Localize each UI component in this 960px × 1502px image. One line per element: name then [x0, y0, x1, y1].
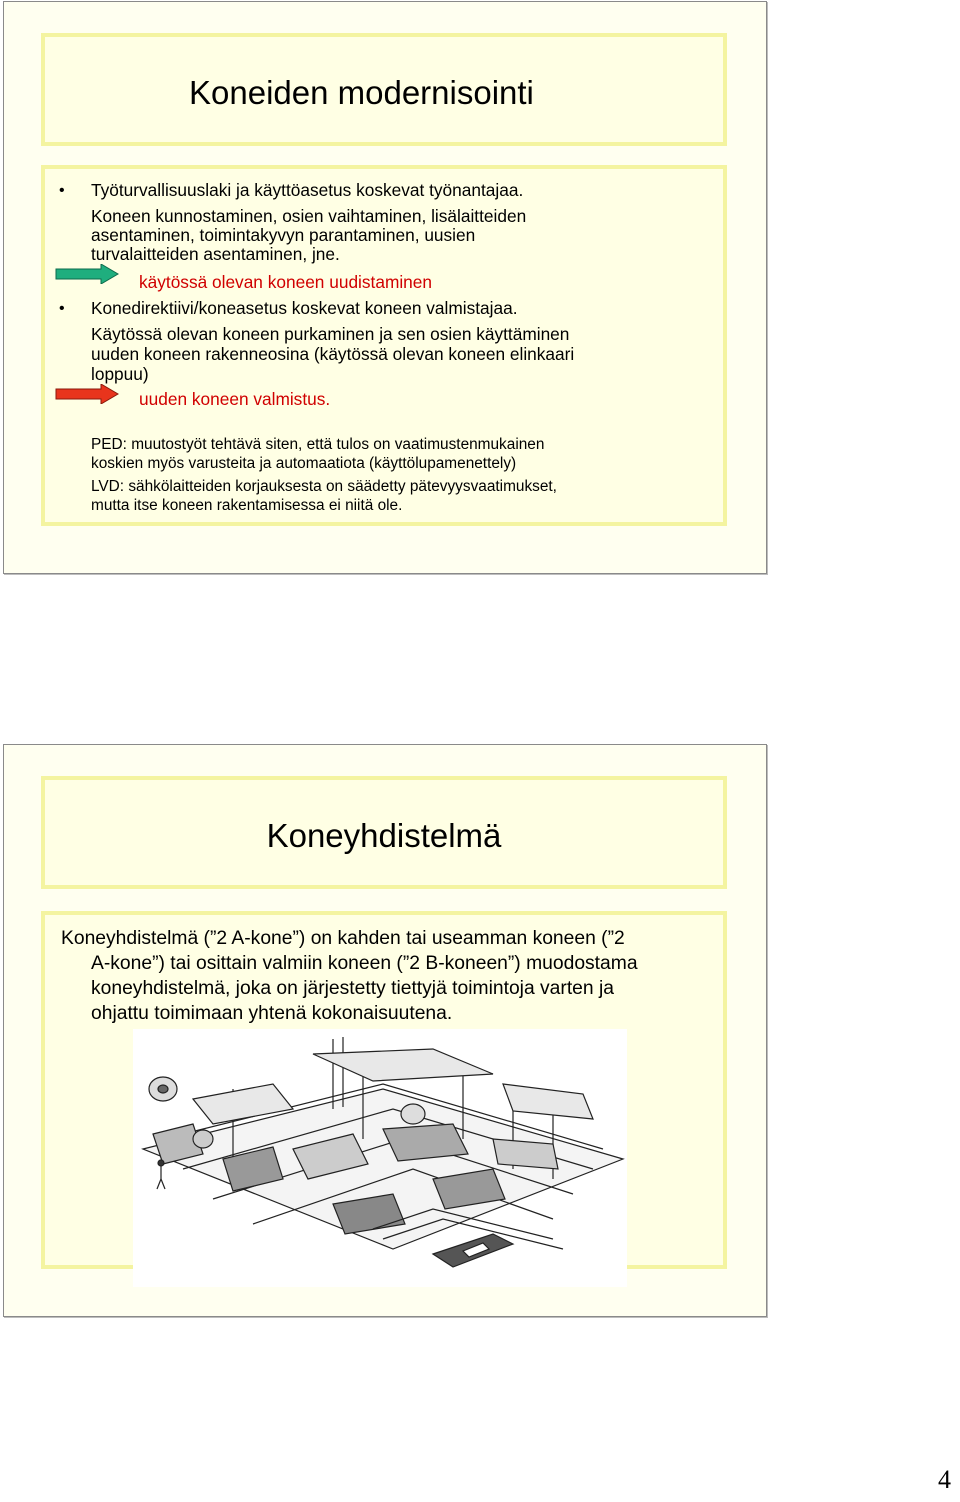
paragraph-line: loppuu)	[91, 364, 149, 384]
definition-line: A-kone”) tai osittain valmiin koneen (”2 B-koneen”) muodostama	[91, 953, 638, 974]
bullet-konedirektiivi: Konedirektiivi/koneasetus koskevat koneen valmistajaa.	[91, 298, 518, 318]
right-arrow-icon	[55, 384, 119, 404]
slide-title: Koneyhdistelmä	[266, 817, 502, 854]
bullet-marker: •	[59, 300, 65, 317]
right-arrow-icon	[55, 264, 119, 284]
definition-line: Koneyhdistelmä (”2 A-kone”) on kahden tai useamman koneen (”2	[61, 928, 625, 949]
note-line: mutta itse koneen rakentamisessa ei niitä ole.	[91, 497, 403, 514]
paragraph-line: turvalaitteiden asentaminen, jne.	[91, 244, 340, 264]
note-line: LVD: sähkölaitteiden korjauksesta on säädetty pätevyysvaatimukset,	[91, 478, 557, 495]
definition-line: koneyhdistelmä, joka on järjestetty tiettyjä toimintoja varten ja	[91, 978, 614, 999]
slide-title-box	[41, 776, 727, 889]
page-number: 4	[938, 1465, 951, 1494]
paragraph-line: uuden koneen rakenneosina (käytössä olevan koneen elinkaari	[91, 344, 575, 364]
note-line: koskien myös varusteita ja automaatiota (käyttölupamenettely)	[91, 455, 517, 472]
arrow-text-uudistaminen: käytössä olevan koneen uudistaminen	[139, 272, 433, 292]
slide-koneiden-modernisointi	[3, 1, 767, 574]
machine-line-illustration	[133, 1029, 627, 1287]
definition-line: ohjattu toimimaan yhtenä kokonaisuutena.	[91, 1003, 453, 1024]
arrow-text-valmistus: uuden koneen valmistus.	[139, 389, 331, 409]
bullet-marker: •	[59, 182, 65, 199]
bullet-tyoturvallisuuslaki: Työturvallisuuslaki ja käyttöasetus koskevat työnantajaa.	[91, 180, 524, 200]
paragraph-line: Käytössä olevan koneen purkaminen ja sen osien käyttäminen	[91, 324, 570, 344]
slide-body-box	[41, 165, 727, 526]
slide-title-box	[41, 33, 727, 146]
note-line: PED: muutostyöt tehtävä siten, että tulos on vaatimustenmukainen	[91, 436, 545, 453]
slide-koneyhdistelma	[3, 744, 767, 1317]
slide-title: Koneiden modernisointi	[189, 74, 534, 111]
paragraph-line: asentaminen, toimintakyvyn parantaminen, uusien	[91, 225, 476, 245]
paragraph-line: Koneen kunnostaminen, osien vaihtaminen, lisälaitteiden	[91, 206, 527, 226]
